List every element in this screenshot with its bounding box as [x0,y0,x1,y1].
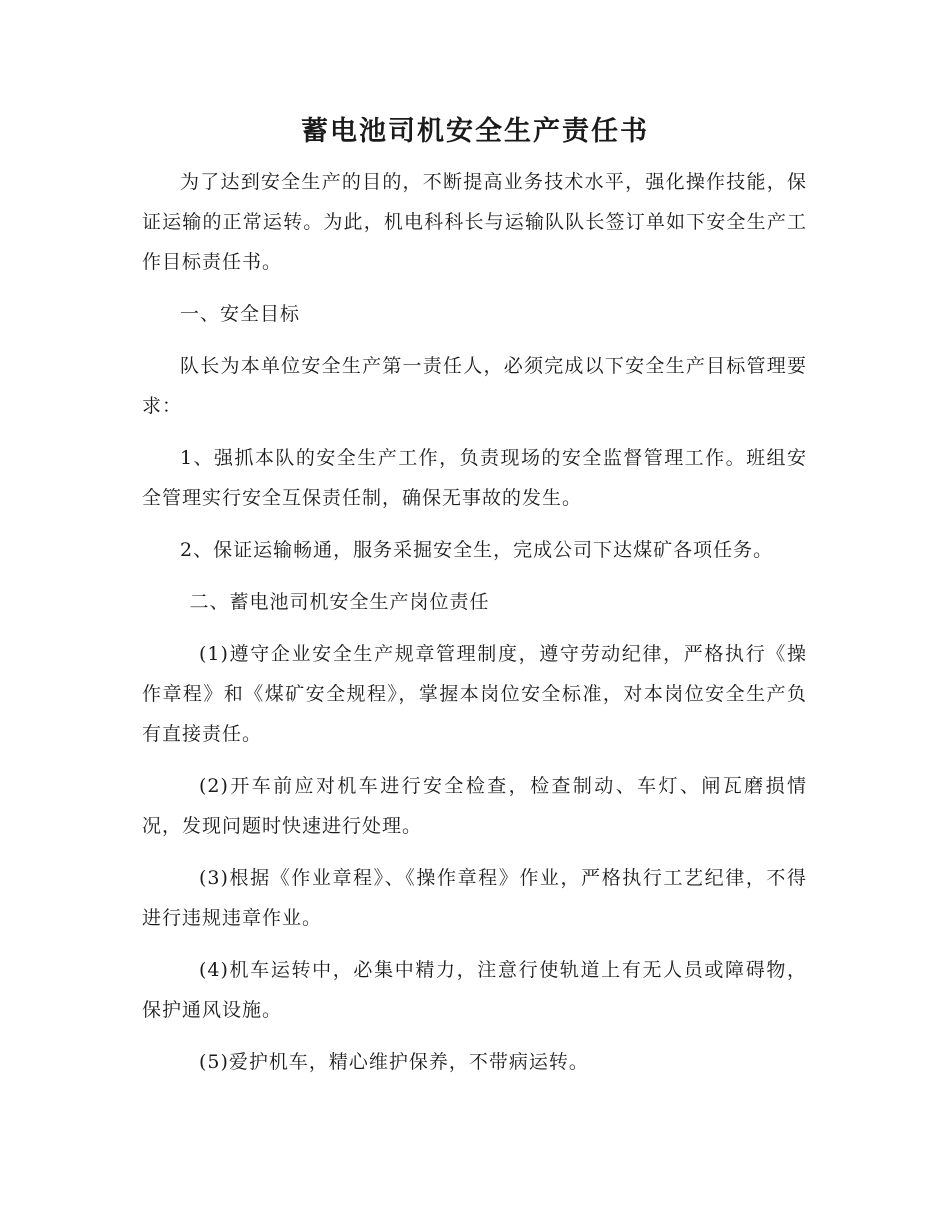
section2-item: (4)机车运转中，必集中精力，注意行使轨道上有无人员或障碍物，保护通风设施。 [142,959,807,1021]
section2-heading: 二、蓄电池司机安全生产岗位责任 [189,591,490,613]
document-body [142,162,807,1082]
section2-item: (5)爱护机车，精心维护保养，不带病运转。 [199,1051,589,1073]
section2-item: (3)根据《作业章程》、《操作章程》作业，严格执行工艺纪律，不得进行违规违章作业。 [142,867,807,929]
section1-heading: 一、安全目标 [180,303,301,325]
document-title: 蓄电池司机安全生产责任书 [301,116,649,147]
section2-item: (2)开车前应对机车进行安全检查，检查制动、车灯、闸瓦磨损情况，发现问题时快速进行处理。 [142,775,807,837]
section1-item: 1、强抓本队的安全生产工作，负责现场的安全监督管理工作。班组安全管理实行安全互保责任制，确保无事故的发生。 [142,447,807,509]
intro-paragraph: 为了达到安全生产的目的，不断提高业务技术水平，强化操作技能，保证运输的正常运转。为此，机电科科长与运输队队长签订单如下安全生产工作目标责任书。 [142,171,807,273]
section1-item: 2、保证运输畅通，服务采掘安全生，完成公司下达煤矿各项任务。 [180,539,774,561]
section1-lead-paragraph: 队长为本单位安全生产第一责任人，必须完成以下安全生产目标管理要求： [142,355,807,417]
section2-item: (1)遵守企业安全生产规章管理制度，遵守劳动纪律，严格执行《操作章程》和《煤矿安全规程》，掌握本岗位安全标准，对本岗位安全生产负有直接责任。 [142,643,807,745]
